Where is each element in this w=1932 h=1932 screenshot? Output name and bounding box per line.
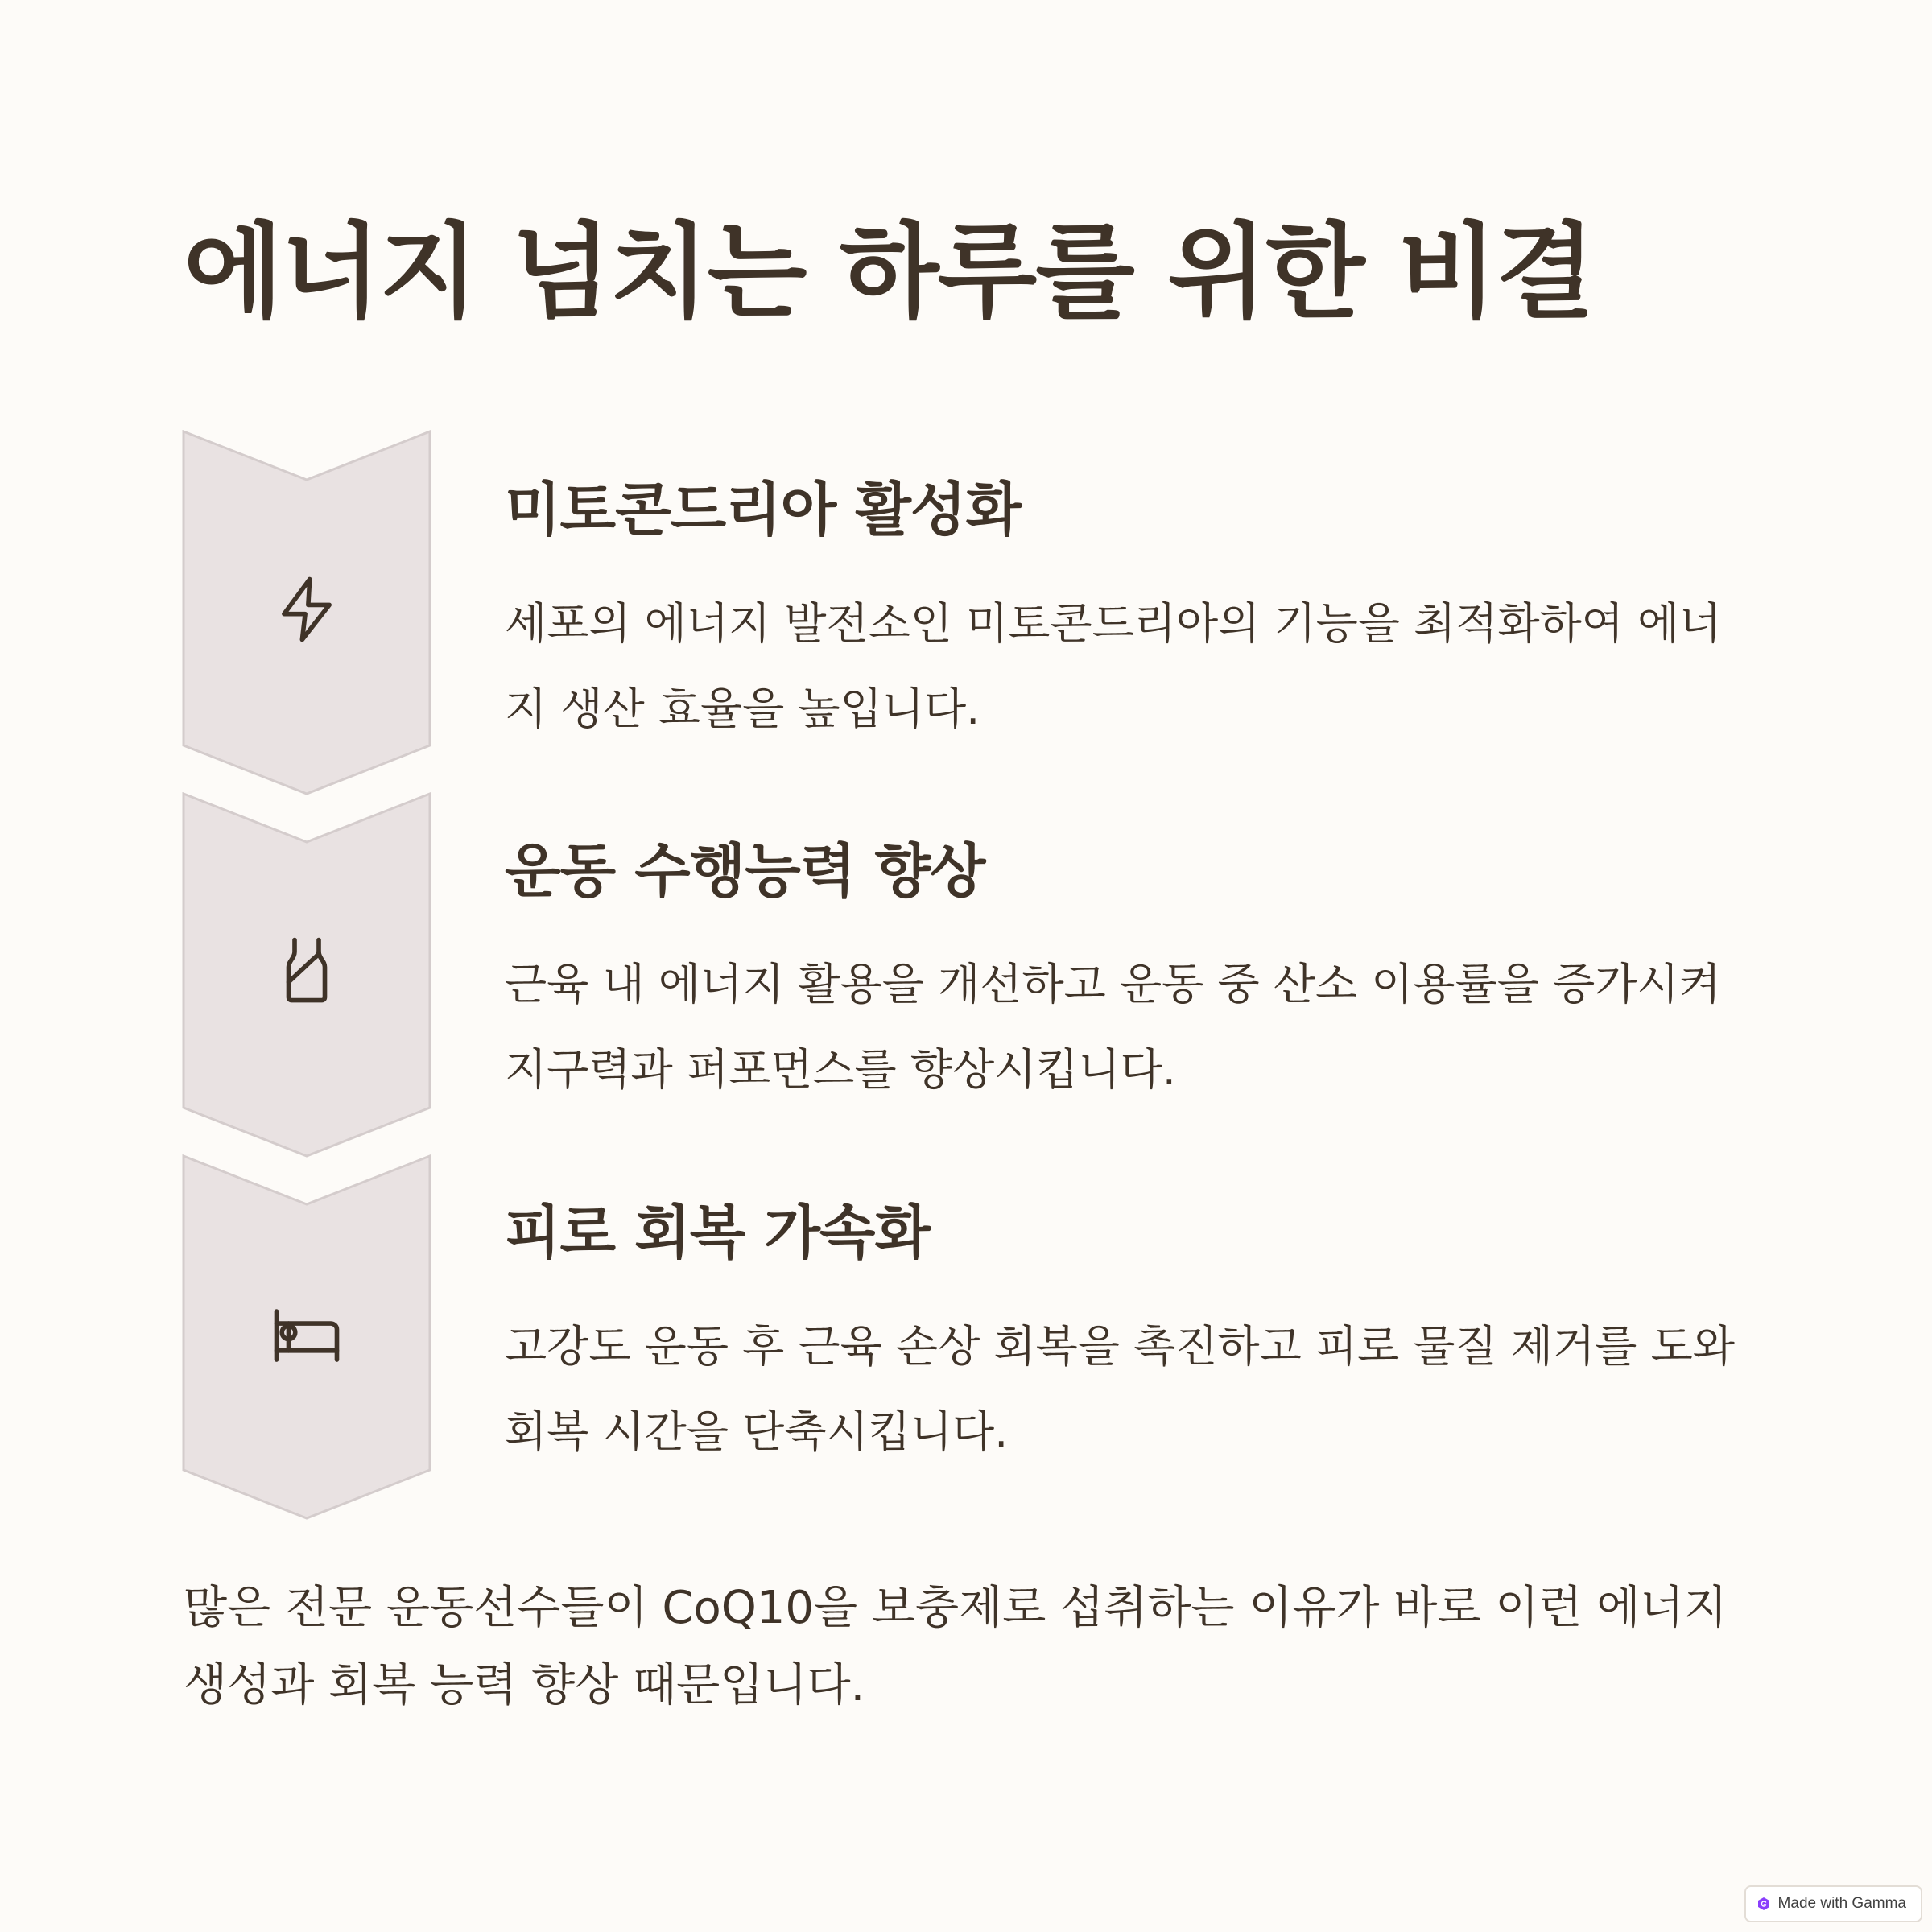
step-2-description: 근육 내 에너지 활용을 개선하고 운동 중 산소 이용률을 증가시켜 지구력과 퍼포먼스를 향상시킵니다. <box>505 959 1721 1095</box>
step-3-title: 피로 회복 가속화 <box>505 1199 930 1266</box>
lightning-bolt-icon <box>270 573 343 646</box>
step-1-title: 미토콘드리아 활성화 <box>505 476 1022 543</box>
gamma-logo-icon <box>1757 1897 1770 1911</box>
step-3-chevron <box>182 1154 431 1520</box>
step-1-chevron <box>182 430 431 795</box>
made-with-gamma-badge[interactable] <box>1744 1885 1922 1922</box>
page-title: 에너지 넘치는 하루를 위한 비결 <box>184 213 1594 332</box>
step-3-description: 고강도 운동 후 근육 손상 회복을 촉진하고 피로 물질 제거를 도와 회복 시간을 단축시킵니다. <box>505 1321 1735 1457</box>
tank-top-icon <box>270 934 343 1006</box>
step-2-title: 운동 수행능력 향상 <box>505 837 985 905</box>
badge-label: Made with Gamma <box>1777 1895 1906 1912</box>
step-2-chevron <box>182 792 431 1158</box>
footer-text: 많은 전문 운동선수들이 CoQ10을 보충제로 섭취하는 이유가 바로 이런 에너지 생성과 회복 능력 향상 때문입니다. <box>184 1582 1728 1711</box>
bed-icon <box>270 1299 343 1372</box>
step-1-description: 세포의 에너지 발전소인 미토콘드리아의 기능을 최적화하여 에너지 생산 효율을 높입니다. <box>505 598 1722 734</box>
